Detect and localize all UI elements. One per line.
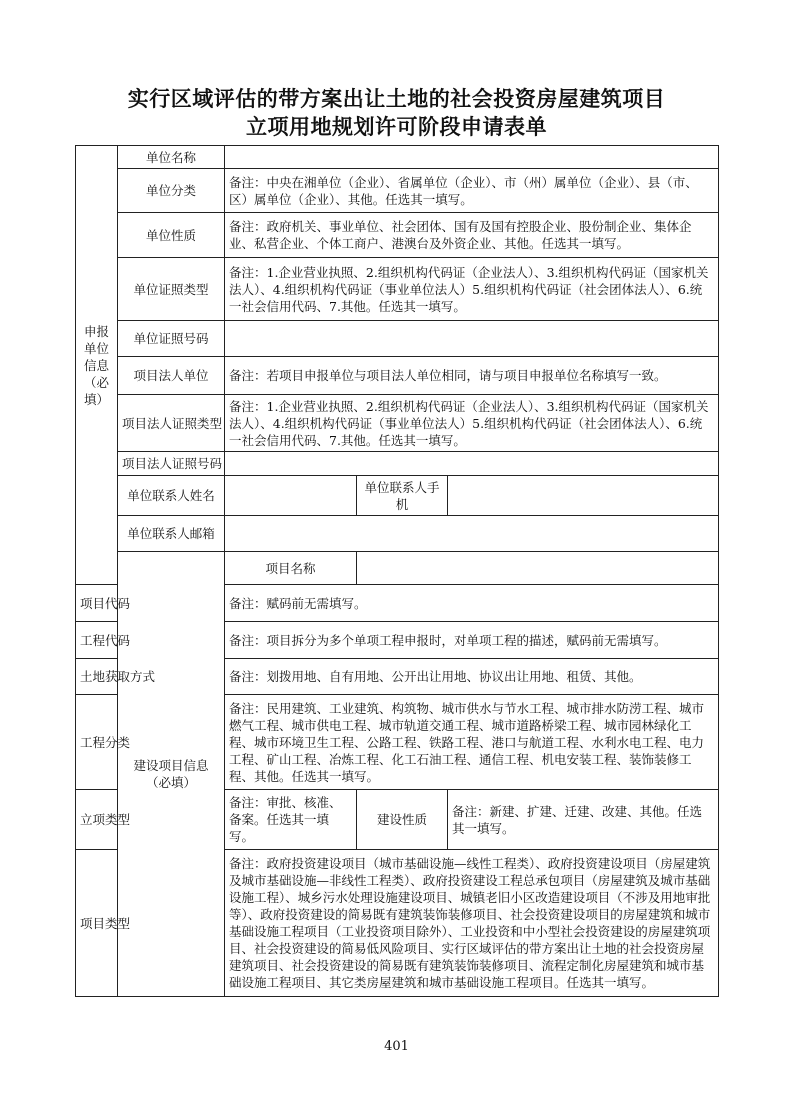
field-legal-unit[interactable]: 备注：若项目申报单位与项目法人单位相同，请与项目申报单位名称填写一致。 xyxy=(225,357,719,395)
row-legal-unit xyxy=(76,357,719,395)
document-title-line-2: 立项用地规划许可阶段申请表单 xyxy=(246,115,547,139)
row-legal-license-type xyxy=(76,395,719,452)
row-project-name xyxy=(76,552,719,585)
document-title-line-1: 实行区域评估的带方案出让土地的社会投资房屋建筑项目 xyxy=(127,87,666,111)
row-contact xyxy=(76,476,719,516)
field-license-no[interactable] xyxy=(225,321,719,357)
field-legal-license-no[interactable] xyxy=(225,452,719,476)
label-license-type: 单位证照类型 xyxy=(118,258,225,321)
page-number: 401 xyxy=(384,1039,409,1054)
label-project-type: 项目类型 xyxy=(76,850,118,997)
field-project-name[interactable] xyxy=(357,552,719,585)
label-approval-type: 立项类型 xyxy=(76,790,118,850)
label-unit-category: 单位分类 xyxy=(118,169,225,213)
label-legal-license-type: 项目法人证照类型 xyxy=(118,395,225,452)
label-contact-name: 单位联系人姓名 xyxy=(118,476,225,516)
field-eng-category[interactable]: 备注：民用建筑、工业建筑、构筑物、城市供水与节水工程、城市排水防涝工程、城市燃气工程、城市供电工程、城市轨道交通工程、城市道路桥梁工程、城市园林绿化工程、城市环境卫生工程、公路工程、铁路工程、港口与航道工程、水利水电工程、电力工程、矿山工程、冶炼工程、化工石油工程、通信工程、机电安装工程、装饰装修工程、其他。任选其一填写。 xyxy=(225,695,719,790)
label-project-name: 项目名称 xyxy=(225,552,357,585)
label-unit-name: 单位名称 xyxy=(118,146,225,169)
field-unit-name[interactable] xyxy=(225,146,719,169)
field-license-type[interactable]: 备注：1.企业营业执照、2.组织机构代码证（企业法人）、3.组织机构代码证（国家机关法人）、4.组织机构代码证（事业单位法人）5.组织机构代码证（社会团体法人）、6.统一社会信用代码、7.其他。任选其一填写。 xyxy=(225,258,719,321)
label-build-nature: 建设性质 xyxy=(357,790,448,850)
field-unit-category[interactable]: 备注：中央在湘单位（企业）、省属单位（企业）、市（州）属单位（企业）、县（市、区）属单位（企业）、其他。任选其一填写。 xyxy=(225,169,719,213)
section-project-info: 建设项目信息（必填） xyxy=(118,552,225,997)
field-eng-code[interactable]: 备注：项目拆分为多个单项工程申报时，对单项工程的描述，赋码前无需填写。 xyxy=(225,622,719,659)
label-contact-email: 单位联系人邮箱 xyxy=(118,516,225,552)
label-eng-code: 工程代码 xyxy=(76,622,118,659)
field-approval-type[interactable]: 备注：审批、核准、备案。任选其一填写。 xyxy=(225,790,357,850)
row-license-type xyxy=(76,258,719,321)
row-contact-email xyxy=(76,516,719,552)
label-license-no: 单位证照号码 xyxy=(118,321,225,357)
label-legal-license-no: 项目法人证照号码 xyxy=(118,452,225,476)
label-project-code: 项目代码 xyxy=(76,585,118,622)
field-contact-phone[interactable] xyxy=(448,476,719,516)
field-build-nature[interactable]: 备注：新建、扩建、迁建、改建、其他。任选其一填写。 xyxy=(448,790,719,850)
field-legal-license-type[interactable]: 备注：1.企业营业执照、2.组织机构代码证（企业法人）、3.组织机构代码证（国家机关法人）、4.组织机构代码证（事业单位法人）5.组织机构代码证（社会团体法人）、6.统一社会信用代码、7.其他。任选其一填写。 xyxy=(225,395,719,452)
label-legal-unit: 项目法人单位 xyxy=(118,357,225,395)
field-project-code[interactable]: 备注：赋码前无需填写。 xyxy=(225,585,719,622)
row-unit-category xyxy=(76,169,719,213)
section-applicant-info: 申报单位信息（必填） xyxy=(76,146,118,585)
field-contact-email[interactable] xyxy=(225,516,719,552)
label-unit-nature: 单位性质 xyxy=(118,213,225,258)
field-land-method[interactable]: 备注：划拨用地、自有用地、公开出让用地、协议出让用地、租赁、其他。 xyxy=(225,659,719,695)
field-project-type[interactable]: 备注：政府投资建设项目（城市基础设施—线性工程类）、政府投资建设项目（房屋建筑及城市基础设施—非线性工程类）、政府投资建设工程总承包项目（房屋建筑及城市基础设施工程）、城乡污水处理设施建设项目、城镇老旧小区改造建设项目（不涉及用地审批等）、政府投资建设的简易既有建筑装饰装修项目、社会投资建设项目的房屋建筑和城市基础设施工程项目（工业投资项目除外）、工业投资和中小型社会投资建设的房屋建筑项目、社会投资建设的简易低风险项目、实行区域评估的带方案出让土地的社会投资房屋建筑项目、社会投资建设的简易既有建筑装饰装修项目、流程定制化房屋建筑和城市基础设施工程项目、其它类房屋建筑和城市基础设施工程项目。任选其一填写。 xyxy=(225,850,719,997)
label-contact-phone: 单位联系人手机 xyxy=(357,476,448,516)
row-unit-nature xyxy=(76,213,719,258)
row-license-no xyxy=(76,321,719,357)
row-legal-license-no xyxy=(76,452,719,476)
application-form-table xyxy=(75,145,719,997)
label-land-method: 土地获取方式 xyxy=(76,659,118,695)
field-unit-nature[interactable]: 备注：政府机关、事业单位、社会团体、国有及国有控股企业、股份制企业、集体企业、私营企业、个体工商户、港澳台及外资企业、其他。任选其一填写。 xyxy=(225,213,719,258)
row-unit-name xyxy=(76,146,719,169)
field-contact-name[interactable] xyxy=(225,476,357,516)
label-eng-category: 工程分类 xyxy=(76,695,118,790)
